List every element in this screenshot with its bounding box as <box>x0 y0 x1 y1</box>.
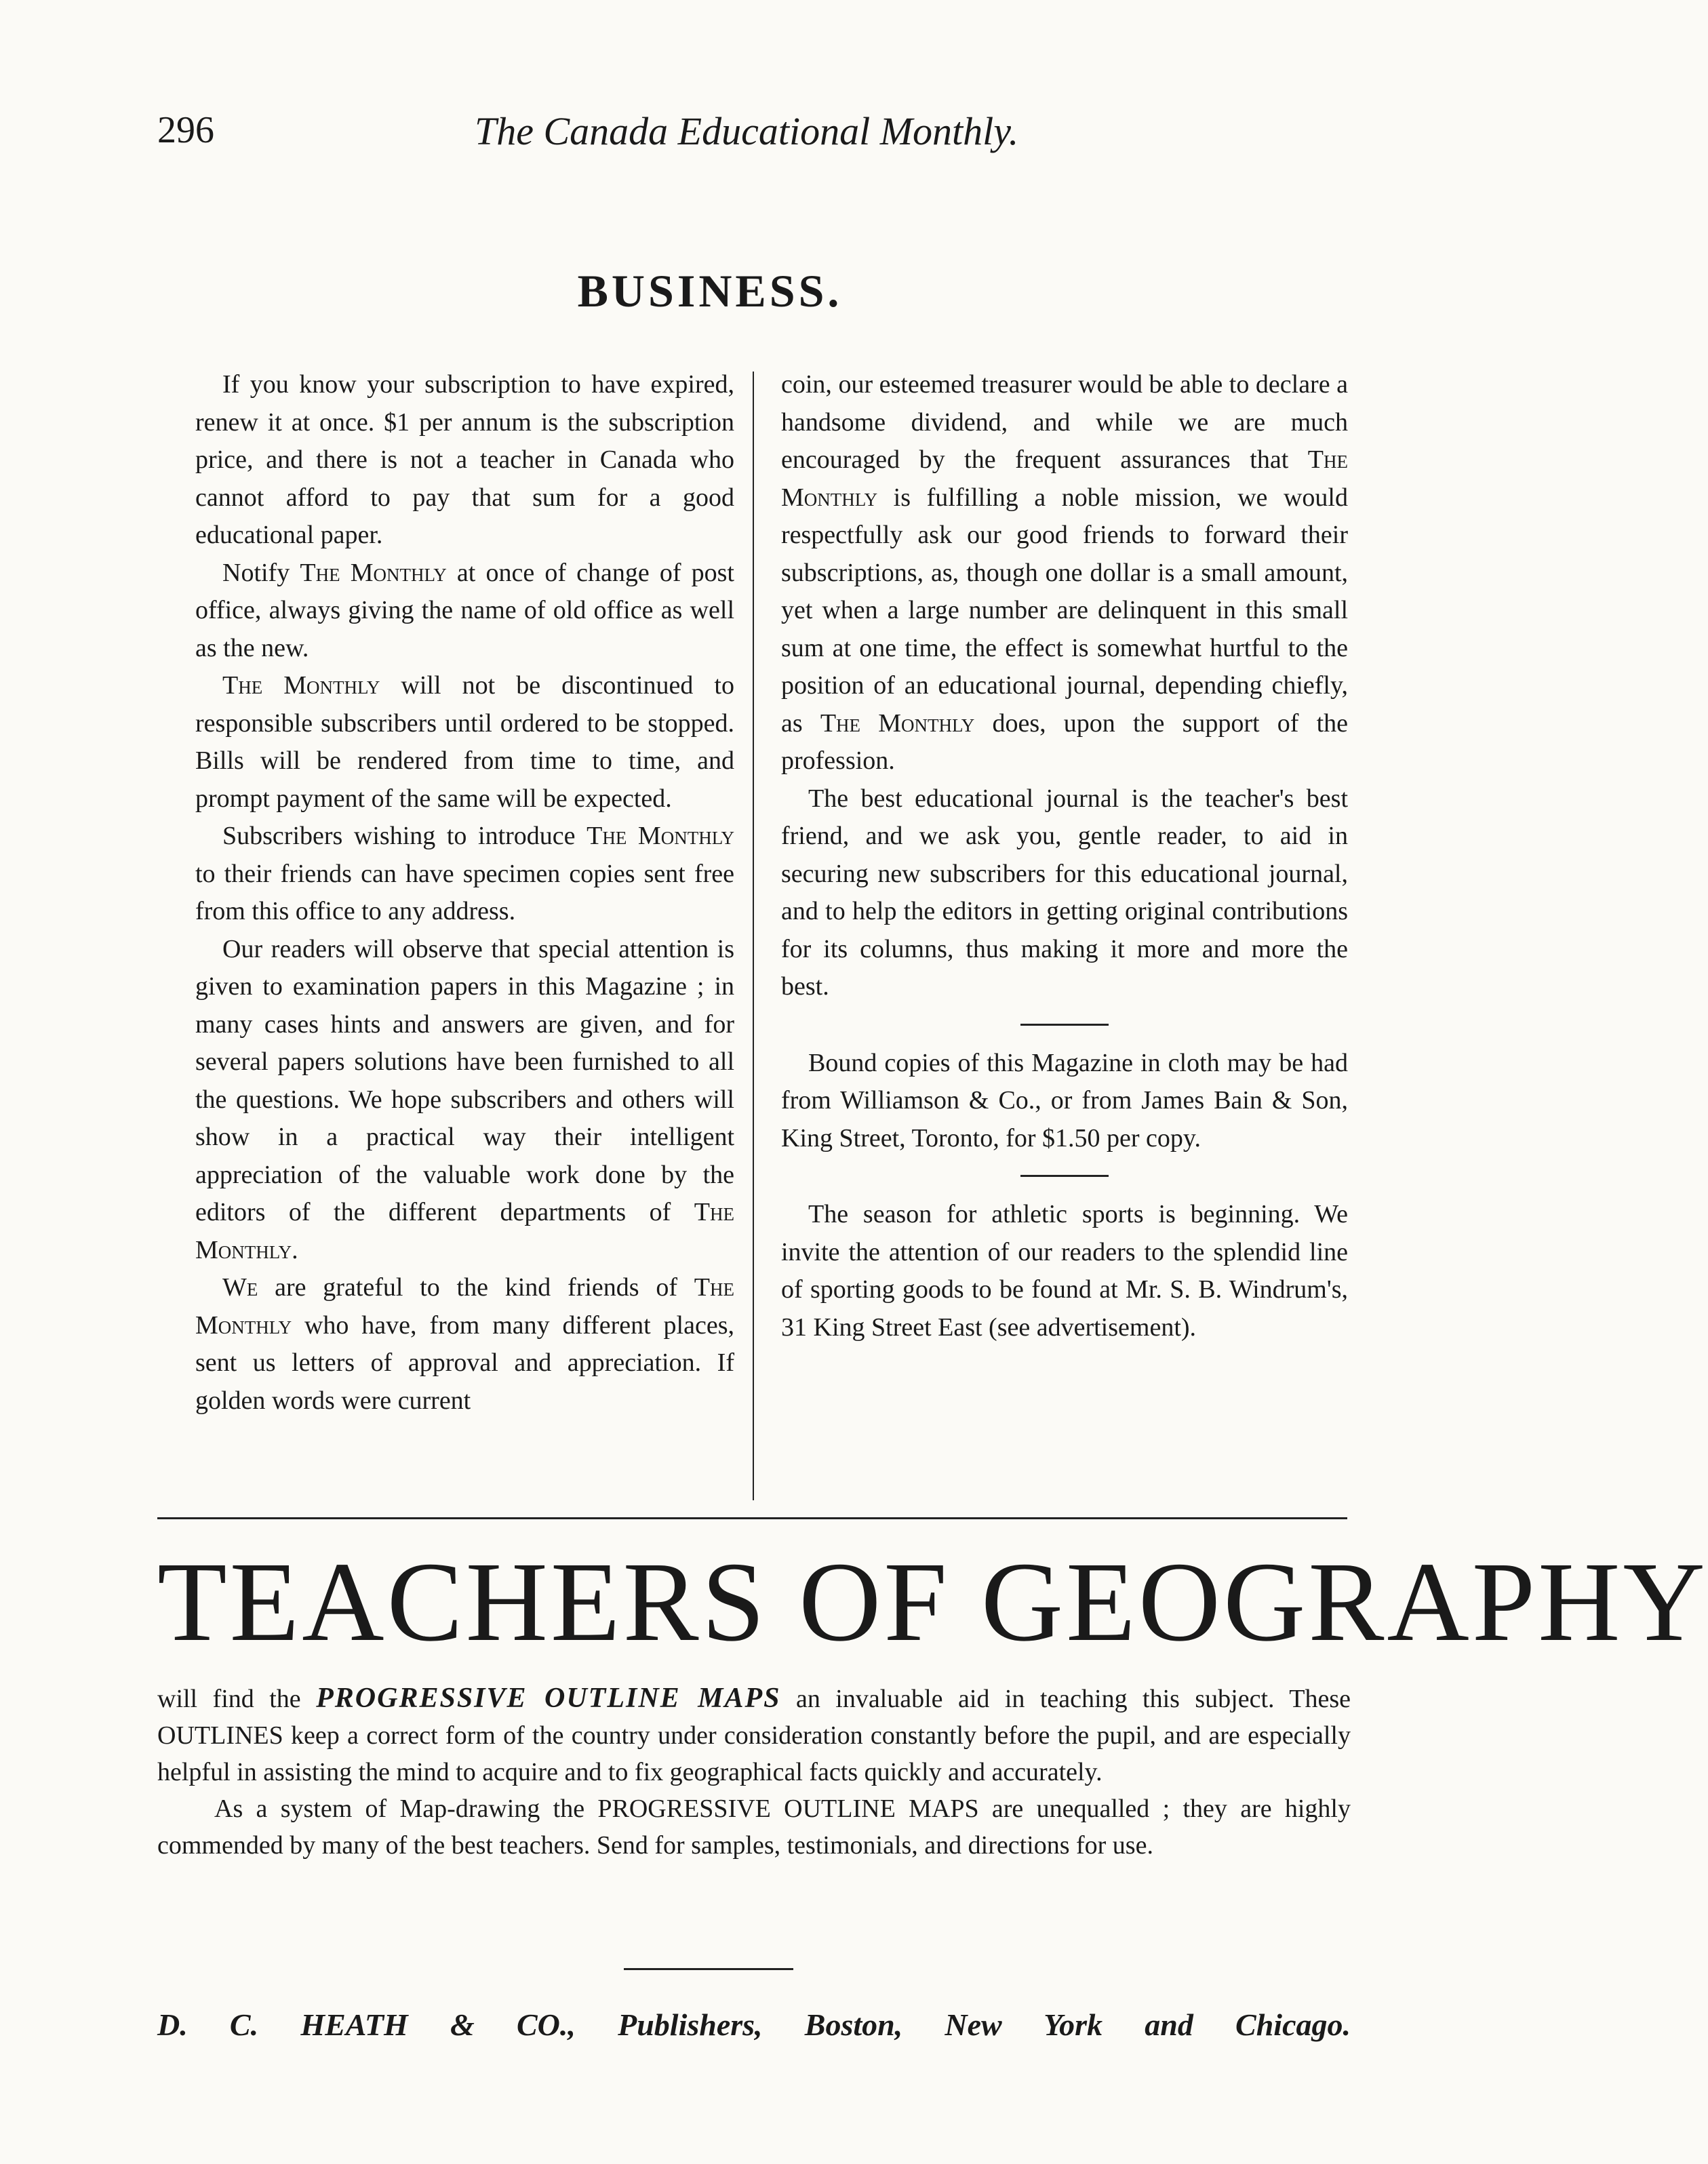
publisher-imprint: D. C. HEATH & CO., Publishers, Boston, New York and Chicago. <box>157 2007 1351 2042</box>
imprint-rule <box>624 1968 793 1970</box>
right-column <box>781 366 1348 1346</box>
advertisement-headline: TEACHERS OF GEOGRAPHY <box>157 1539 1708 1665</box>
paragraph-change-of-address: Notify The Monthly at once of change of post office, always giving the name of old office as well as the new. <box>195 558 734 662</box>
paragraph-treasurer: coin, our esteemed treasurer would be able to declare a handsome dividend, and while we are much encouraged by the frequent assurances that The Monthly is fulfilling a noble mission, we would respectfully ask our good friends to forward their subscriptions, as, though one dollar is a small amount, yet when a large number are delinquent in this small sum at one time, the effect is somewhat hurtful to the position of an educational journal, depending chiefly, as The Monthly does, upon the support of the profession. <box>781 370 1349 775</box>
left-column <box>195 366 734 1420</box>
paragraph-discontinuance: The Monthly will not be discontinued to responsible subscribers until ordered to be stopped. Bills will be rendered from time to time, and prompt payment of the same will be expected. <box>195 671 734 813</box>
page-number: 296 <box>157 109 214 151</box>
paragraph-bound-copies: Bound copies of this Magazine in cloth may be had from Williamson & Co., or from James Bain & Son, King Street, Toronto, for $1.50 per copy. <box>781 1048 1348 1153</box>
short-rule <box>1020 1024 1109 1026</box>
running-head <box>0 108 1420 163</box>
product-name: PROGRESSIVE OUTLINE MAPS <box>316 1683 781 1714</box>
column-divider <box>753 372 754 1500</box>
short-rule <box>1020 1175 1109 1177</box>
journal-title: The Canada Educational Monthly. <box>475 109 1019 153</box>
paragraph-athletic-sports: The season for athletic sports is beginning. We invite the attention of our readers to the splendid line of sporting goods to be found at Mr. S. B. Windrum's, 31 King Street East (see advertisement). <box>781 1200 1348 1342</box>
paragraph-gratitude: We are grateful to the kind friends of The Monthly who have, from many different places, sent us letters of approval and appreciation. If golden words were current <box>195 1273 734 1415</box>
advertisement-paragraph-2: As a system of Map-drawing the PROGRESSIVE OUTLINE MAPS are unequalled ; they are highly commended by many of the best teachers. Send for samples, testimonials, and directions for use. <box>157 1795 1351 1860</box>
advertisement-rule <box>157 1517 1347 1519</box>
paragraph-specimen-copies: Subscribers wishing to introduce The Monthly to their friends can have specimen copies sent free from this office to any address. <box>195 822 734 925</box>
advertisement-body <box>157 1680 1351 1864</box>
paragraph-renewal: If you know your subscription to have expired, renew it at once. $1 per annum is the subscription price, and there is not a teacher in Canada who cannot afford to pay that sum for a good educational paper. <box>195 370 734 549</box>
paragraph-best-friend: The best educational journal is the teacher's best friend, and we ask you, gentle reader, to aid in securing new subscribers for this educational journal, and to help the editors in getting original contributions for its columns, thus making it more and more the best. <box>781 784 1348 1001</box>
section-title: BUSINESS. <box>577 265 843 317</box>
paragraph-examination-papers: Our readers will observe that special attention is given to examination papers in this Magazine ; in many cases hints and answers are given, and for several papers solutions have been furnished to all the questions. We hope subscribers and others will show in a practical way their intelligent appreciation of the valuable work done by the editors of the different departments of The Monthly. <box>195 934 734 1264</box>
advertisement-paragraph-1: will find the PROGRESSIVE OUTLINE MAPS an invaluable aid in teaching this subject. These OUTLINES keep a correct form of the country under consideration constantly before the pupil, and are especially helpful in assisting the mind to acquire and to fix geographical facts quickly and accurately. <box>157 1683 1351 1786</box>
